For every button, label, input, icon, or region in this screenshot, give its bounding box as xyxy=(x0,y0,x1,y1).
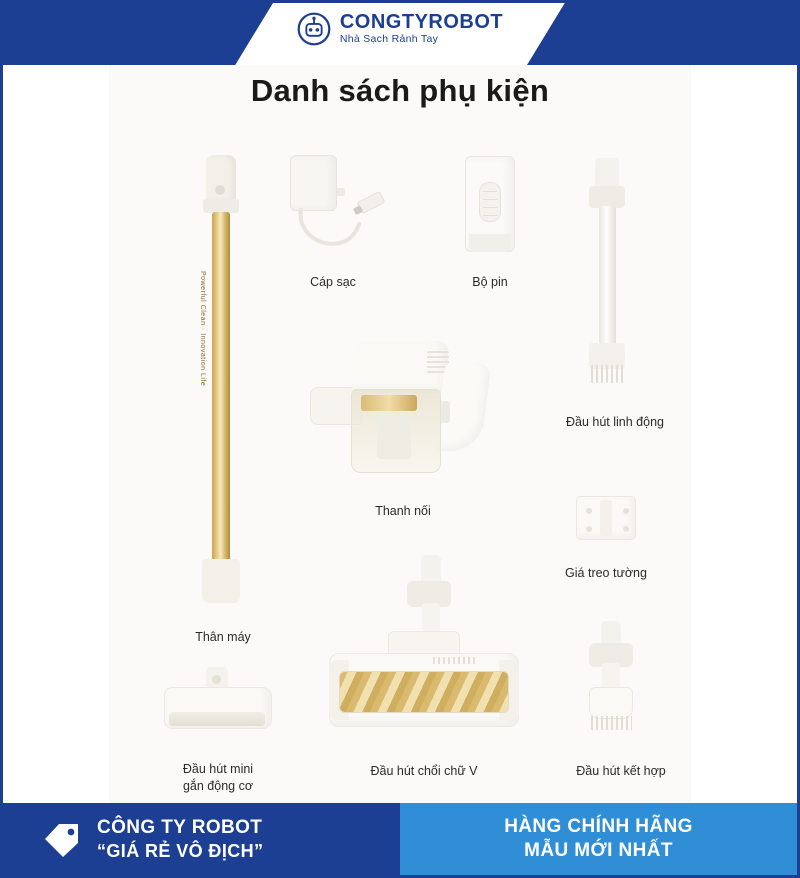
label-dau-hut-linh-dong: Đầu hút linh động xyxy=(566,415,664,429)
brand-block xyxy=(3,12,797,46)
header-bar xyxy=(3,3,797,65)
label-bo-pin: Bộ pin xyxy=(472,275,508,289)
robot-head-icon xyxy=(297,12,331,46)
footer-right-line2: MẪU MỚI NHẤT xyxy=(524,840,673,861)
label-than-may: Thân máy xyxy=(195,630,251,644)
label-dau-hut-mini xyxy=(158,761,278,795)
page-title: Danh sách phụ kiện xyxy=(250,73,550,108)
label-thanh-noi: Thanh nối xyxy=(375,504,431,518)
footer-left-line2: “GIÁ RẺ VÔ ĐỊCH” xyxy=(97,840,264,861)
footer-left-line1: CÔNG TY ROBOT xyxy=(97,816,263,838)
label-dau-hut-mini-line1: Đầu hút mini xyxy=(182,762,254,776)
label-gia-treo-tuong: Giá treo tường xyxy=(565,566,647,580)
label-cap-sac: Cáp sạc xyxy=(310,275,356,289)
label-dau-hut-mini-line2: gắn động cơ xyxy=(182,778,254,793)
cable-wire xyxy=(295,208,363,254)
footer-bar xyxy=(3,803,797,875)
price-tag-icon xyxy=(41,818,83,860)
brand-name: CONGTYROBOT xyxy=(339,11,504,34)
footer-right xyxy=(400,803,797,875)
footer-left xyxy=(3,803,400,875)
footer-right-line1: HÀNG CHÍNH HÃNG xyxy=(504,816,693,838)
brand-tagline: Nhà Sạch Rảnh Tay xyxy=(339,33,439,46)
wand-print-text: Powerful Clean · Innovation Life xyxy=(199,271,206,387)
label-dau-hut-ket-hop: Đầu hút kết hợp xyxy=(576,764,666,778)
label-dau-hut-choi-chu-v: Đầu hút chổi chữ V xyxy=(370,764,478,778)
